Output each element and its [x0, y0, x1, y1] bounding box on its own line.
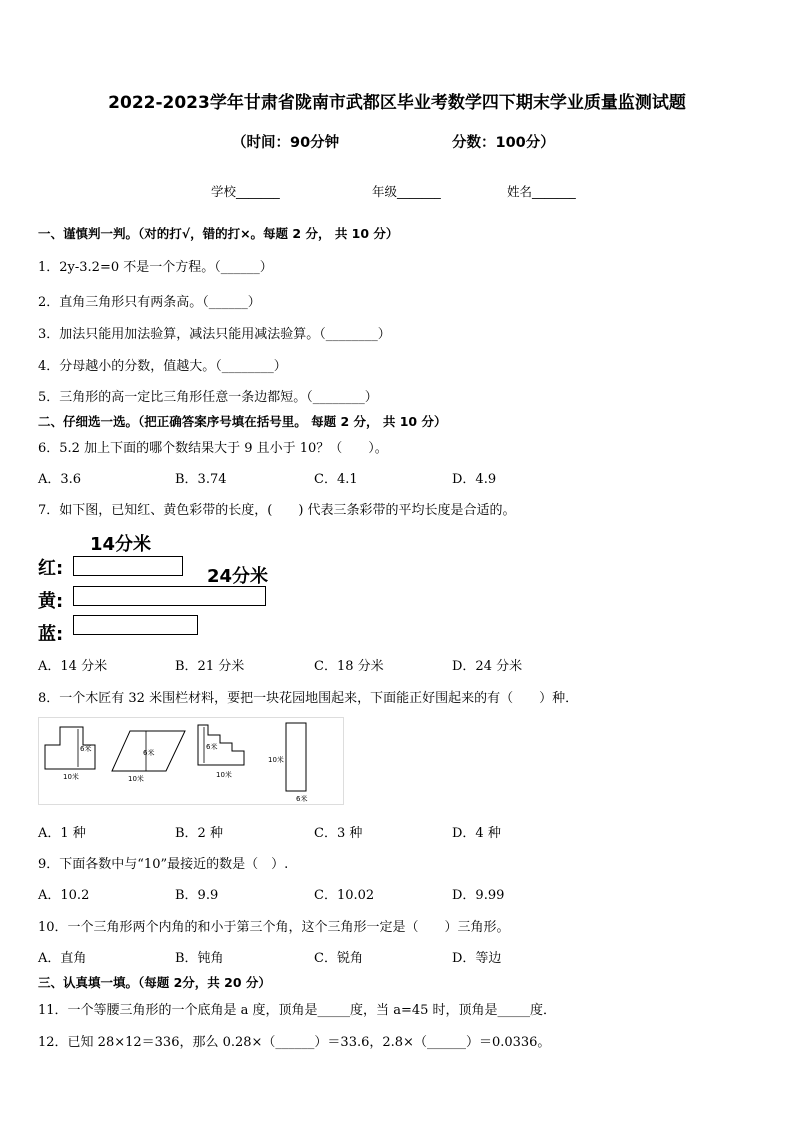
yellow-label: 黄: [38, 591, 64, 612]
question-4: 4．分母越小的分数，值越大。（________） [38, 359, 287, 374]
grade-field[interactable]: 年级_______ [372, 184, 441, 199]
q7-option-a: A．14 分米 [38, 659, 108, 674]
score-info: 分数：100分） [452, 135, 555, 151]
yellow-length-label: 24分米 [207, 566, 269, 587]
question-11: 11．一个等腰三角形的一个底角是 a 度，顶角是_____度，当 a=45 时，顶角是_____度． [38, 1003, 557, 1018]
q6-option-b: B．3.74 [175, 472, 227, 487]
q9-option-a: A．10.2 [38, 888, 90, 903]
blue-label: 蓝: [38, 624, 64, 645]
q6-option-c: C．4.1 [314, 472, 358, 487]
shape2-height: 6米 [143, 749, 155, 757]
shape1-height: 6米 [80, 745, 92, 753]
page-title: 2022-2023学年甘肃省陇南市武都区毕业考数学四下期末学业质量监测试题 [108, 93, 686, 113]
name-field[interactable]: 姓名_______ [507, 184, 576, 199]
question-12: 12．已知 28×12＝336，那么 0.28×（______）＝33.6，2.8×（______）＝0.0336。 [38, 1035, 551, 1050]
red-length-label: 14分米 [90, 534, 152, 555]
q10-option-a: A．直角 [38, 951, 87, 966]
q6-option-d: D．4.9 [452, 472, 497, 487]
question-6: 6．5.2 加上下面的哪个数结果大于 9 且小于 10？（ ）。 [38, 441, 388, 456]
q9-option-b: B．9.9 [175, 888, 219, 903]
q9-option-c: C．10.02 [314, 888, 375, 903]
section-3-heading: 三、认真填一填。（每题 2分，共 20 分） [38, 975, 271, 990]
section-1-heading: 一、谨慎判一判。（对的打√，错的打×。每题 2 分， 共 10 分） [38, 226, 399, 241]
red-label: 红: [38, 558, 64, 579]
q9-option-d: D．9.99 [452, 888, 505, 903]
shape3-width: 10米 [216, 771, 232, 779]
question-9: 9．下面各数中与“10”最接近的数是（ ）. [38, 857, 289, 872]
q8-option-c: C．3 种 [314, 826, 363, 841]
section-2-heading: 二、仔细选一选。（把正确答案序号填在括号里。 每题 2 分， 共 10 分） [38, 414, 447, 429]
q7-option-d: D．24 分米 [452, 659, 523, 674]
question-1: 1．2y-3.2=0 不是一个方程。（______） [38, 260, 273, 275]
question-5: 5．三角形的高一定比三角形任意一条边都短。（________） [38, 390, 378, 405]
shape2-width: 10米 [128, 775, 144, 783]
q6-option-a: A．3.6 [38, 472, 82, 487]
shape4-width: 6米 [296, 795, 308, 803]
question-3: 3．加法只能用加法验算，减法只能用减法验算。（________） [38, 327, 391, 342]
q8-option-a: A．1 种 [38, 826, 86, 841]
question-8: 8．一个木匠有 32 米围栏材料，要把一块花园地围起来，下面能正好围起来的有（ ）种． [38, 691, 579, 706]
shape3-height: 6米 [206, 743, 218, 751]
q10-option-d: D．等边 [452, 951, 502, 966]
q8-option-d: D．4 种 [452, 826, 501, 841]
garden-shapes-figure [38, 717, 344, 805]
shape1-width: 10米 [63, 773, 79, 781]
q10-option-c: C．锐角 [314, 951, 363, 966]
school-field[interactable]: 学校_______ [211, 184, 280, 199]
q10-option-b: B．钝角 [175, 951, 224, 966]
red-ribbon [73, 556, 183, 576]
question-2: 2．直角三角形只有两条高。（______） [38, 295, 261, 310]
time-info: （时间：90分钟 [232, 135, 340, 151]
question-10: 10．一个三角形两个内角的和小于第三个角，这个三角形一定是（ ）三角形。 [38, 920, 510, 935]
q7-option-b: B．21 分米 [175, 659, 245, 674]
yellow-ribbon [73, 586, 266, 606]
shape4-height: 10米 [268, 756, 284, 764]
q8-option-b: B．2 种 [175, 826, 223, 841]
blue-ribbon [73, 615, 198, 635]
question-7: 7．如下图，已知红、黄色彩带的长度，( ) 代表三条彩带的平均长度是合适的。 [38, 503, 516, 518]
q7-option-c: C．18 分米 [314, 659, 384, 674]
